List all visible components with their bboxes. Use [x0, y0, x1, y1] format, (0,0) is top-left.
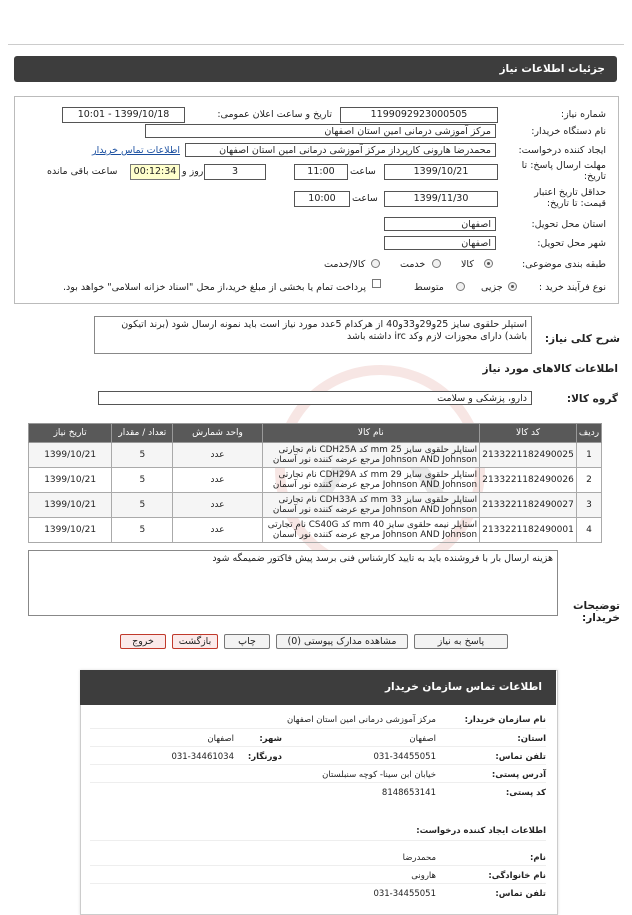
- validity-time-field[interactable]: 10:00: [294, 191, 350, 207]
- validity-date-field[interactable]: 1399/11/30: [384, 191, 498, 207]
- category-option-both: کالا/خدمت: [324, 259, 366, 270]
- process-radio-partial[interactable]: [508, 282, 517, 294]
- contact-org-value: مرکز آموزشی درمانی امین استان اصفهان: [286, 715, 436, 725]
- col-date: تاریخ نیاز: [29, 424, 112, 443]
- summary-textarea[interactable]: استپلر حلقوی سایز 25و29و33و40 از هرکدام 5عدد مورد نیاز است باید نمونه ارسال شود (برند اتیکون باشد) دارای مجوزات لازم وکد irc داشته باشد: [94, 316, 532, 354]
- col-name: نام کالا: [262, 424, 480, 443]
- remaining-timer: 00:12:34: [130, 164, 180, 180]
- radio-icon: [371, 259, 380, 268]
- contact-fax-label: دورنگار:: [247, 752, 282, 762]
- contact-city-value: اصفهان: [207, 734, 234, 744]
- contact-province-label: استان:: [517, 734, 546, 744]
- contact-city-label: شهر:: [259, 734, 282, 744]
- city-field[interactable]: اصفهان: [384, 236, 496, 250]
- row-name-line1: استاپلر حلقوی سایز 29 mm کد CDH29A نام تجارتی: [278, 470, 478, 480]
- print-button[interactable]: چاپ: [224, 634, 270, 649]
- col-code: کد کالا: [480, 424, 577, 443]
- goods-group-label: گروه کالا:: [566, 393, 618, 405]
- contact-postal-value: 8148653141: [381, 788, 436, 798]
- col-unit: واحد شمارش: [173, 424, 262, 443]
- need-number-field[interactable]: 1199092923000505: [340, 107, 498, 123]
- row-code: 2133221182490001: [480, 518, 577, 543]
- row-code: 2133221182490026: [480, 468, 577, 493]
- announce-label: تاریخ و ساعت اعلان عمومی:: [217, 109, 332, 120]
- radio-icon: [456, 282, 465, 291]
- col-qty: تعداد / مقدار: [112, 424, 173, 443]
- contact-address-value: خیابان ابن سینا- کوچه سنبلستان: [322, 770, 436, 780]
- row-unit: عدد: [173, 518, 262, 543]
- row-date: 1399/10/21: [29, 443, 112, 468]
- row-name: [262, 468, 480, 493]
- reply-time-label: ساعت: [350, 166, 376, 177]
- row-name-line2: Johnson AND Johnson مرجع عرضه کننده نور آسمان: [272, 480, 478, 490]
- reply-date-field[interactable]: 1399/10/21: [384, 164, 498, 180]
- radio-icon: [484, 259, 493, 268]
- category-radio-service[interactable]: [432, 259, 441, 271]
- creator-family-value: هارونی: [411, 871, 436, 881]
- table-row[interactable]: [29, 443, 602, 468]
- buyer-notes-label: توضیحات خریدار:: [572, 600, 620, 624]
- province-label: استان محل تحویل:: [531, 219, 606, 230]
- summary-label: شرح کلی نیاز:: [544, 333, 620, 345]
- category-radio-goods[interactable]: [484, 259, 493, 271]
- row-name: [262, 518, 480, 543]
- creator-phone-label: تلفن تماس:: [495, 889, 546, 899]
- row-date: 1399/10/21: [29, 493, 112, 518]
- remaining-label: ساعت باقی مانده: [47, 166, 118, 177]
- exit-button[interactable]: خروج: [120, 634, 166, 649]
- row-unit: عدد: [173, 443, 262, 468]
- col-index: ردیف: [576, 424, 601, 443]
- contact-card-title: اطلاعات تماس سازمان خریدار: [385, 681, 542, 693]
- category-option-service: خدمت: [400, 259, 426, 270]
- contact-card: [80, 670, 558, 915]
- contact-postal-label: کد پستی:: [505, 788, 546, 798]
- row-name-line1: استاپلر نیمه حلقوی سایز 40 mm کد CS40G نام تجارتی: [267, 520, 478, 530]
- validity-label: حداقل تاریخ اعتبار قیمت: تا تاریخ:: [534, 187, 606, 209]
- contact-phone-value: 031-34455051: [373, 752, 436, 762]
- buyer-org-field[interactable]: مرکز آموزشی درمانی امین استان اصفهان: [145, 124, 496, 138]
- creator-field[interactable]: محمدرضا هارونی کارپرداز مرکز آموزشی درمانی امین استان اصفهان: [185, 143, 496, 157]
- divider: [90, 746, 546, 747]
- attachments-button[interactable]: مشاهده مدارک پیوستی (0): [276, 634, 408, 649]
- creator-name-value: محمدرضا: [402, 853, 436, 863]
- goods-section-title: اطلاعات کالاهای مورد نیاز: [482, 363, 618, 375]
- radio-icon: [432, 259, 441, 268]
- row-index: 4: [576, 518, 601, 543]
- creator-name-label: نام:: [529, 853, 546, 863]
- table-row[interactable]: [29, 493, 602, 518]
- announce-field[interactable]: 1399/10/18 - 10:01: [62, 107, 185, 123]
- divider: [90, 883, 546, 884]
- row-code: 2133221182490027: [480, 493, 577, 518]
- category-label: طبقه بندی موضوعی:: [521, 259, 606, 270]
- row-date: 1399/10/21: [29, 518, 112, 543]
- province-field[interactable]: اصفهان: [384, 217, 496, 231]
- contact-address-label: آدرس پستی:: [491, 770, 546, 780]
- creator-section-title: اطلاعات ایجاد کننده درخواست:: [416, 826, 546, 836]
- row-index: 2: [576, 468, 601, 493]
- row-name: [262, 493, 480, 518]
- row-unit: عدد: [173, 468, 262, 493]
- process-option-medium: متوسط: [414, 282, 444, 293]
- divider: [90, 782, 546, 783]
- category-radio-both[interactable]: [371, 259, 380, 271]
- back-button[interactable]: بازگشت: [172, 634, 218, 649]
- row-qty: 5: [112, 493, 173, 518]
- process-label: نوع فرآیند خرید :: [538, 282, 606, 293]
- row-qty: 5: [112, 468, 173, 493]
- days-label: روز و: [182, 166, 204, 177]
- row-name-line1: استاپلر حلقوی سایز 25 mm کد CDH25A نام تجارتی: [278, 445, 478, 455]
- creator-family-label: نام خانوادگی:: [488, 871, 546, 881]
- reply-time-field[interactable]: 11:00: [294, 164, 348, 180]
- row-name: [262, 443, 480, 468]
- days-field[interactable]: 3: [204, 164, 266, 180]
- row-date: 1399/10/21: [29, 468, 112, 493]
- row-name-line2: Johnson AND Johnson مرجع عرضه کننده نور آسمان: [272, 505, 478, 515]
- payment-checkbox[interactable]: [372, 279, 381, 291]
- goods-table: [28, 423, 602, 543]
- process-option-partial: جزیی: [481, 282, 503, 293]
- process-radio-medium[interactable]: [456, 282, 465, 294]
- need-number-label: شماره نیاز:: [560, 109, 606, 120]
- goods-table-header: [29, 424, 602, 443]
- row-index: 3: [576, 493, 601, 518]
- validity-time-label: ساعت: [352, 193, 378, 204]
- contact-phone-label: تلفن تماس:: [495, 752, 546, 762]
- checkbox-icon: [372, 279, 381, 288]
- contact-org-label: نام سازمان خریدار:: [464, 715, 546, 725]
- table-row[interactable]: [29, 518, 602, 543]
- row-qty: 5: [112, 443, 173, 468]
- top-divider: [8, 44, 624, 45]
- divider: [90, 764, 546, 765]
- contact-province-value: اصفهان: [409, 734, 436, 744]
- divider: [90, 840, 546, 841]
- buyer-contact-link[interactable]: اطلاعات تماس خریدار: [92, 145, 181, 156]
- row-qty: 5: [112, 518, 173, 543]
- row-name-line2: Johnson AND Johnson مرجع عرضه کننده نور آسمان: [272, 530, 478, 540]
- table-row[interactable]: [29, 468, 602, 493]
- panel-header: [14, 56, 617, 82]
- creator-label: ایجاد کننده درخواست:: [518, 145, 606, 156]
- category-option-goods: کالا: [461, 259, 474, 270]
- contact-card-header: [80, 670, 556, 705]
- row-name-line2: Johnson AND Johnson مرجع عرضه کننده نور آسمان: [272, 455, 478, 465]
- goods-group-field[interactable]: دارو، پزشکی و سلامت: [98, 391, 532, 405]
- reply-deadline-label: مهلت ارسال پاسخ: تا تاریخ:: [521, 160, 606, 182]
- reply-button[interactable]: پاسخ به نیاز: [414, 634, 508, 649]
- creator-phone-value: 031-34455051: [373, 889, 436, 899]
- row-unit: عدد: [173, 493, 262, 518]
- buyer-notes-textarea[interactable]: هزینه ارسال بار با فروشنده باید به تایید کارشناس فنی برسد پیش فاکتور ضمیمگه شود: [28, 550, 558, 616]
- goods-table-wrap: [28, 423, 602, 543]
- radio-icon: [508, 282, 517, 291]
- payment-note: پرداخت تمام یا بخشی از مبلغ خرید،از محل "اسناد خزانه اسلامی" خواهد بود.: [63, 282, 366, 293]
- divider: [90, 865, 546, 866]
- row-name-line1: استاپلر حلقوی سایز 33 mm کد CDH33A نام تجارتی: [278, 495, 478, 505]
- divider: [90, 728, 546, 729]
- buyer-org-label: نام دستگاه خریدار:: [531, 126, 606, 137]
- panel-title: جزئیات اطلاعات نیاز: [499, 63, 605, 75]
- contact-fax-value: 031-34461034: [171, 752, 234, 762]
- city-label: شهر محل تحویل:: [537, 238, 606, 249]
- row-code: 2133221182490025: [480, 443, 577, 468]
- row-index: 1: [576, 443, 601, 468]
